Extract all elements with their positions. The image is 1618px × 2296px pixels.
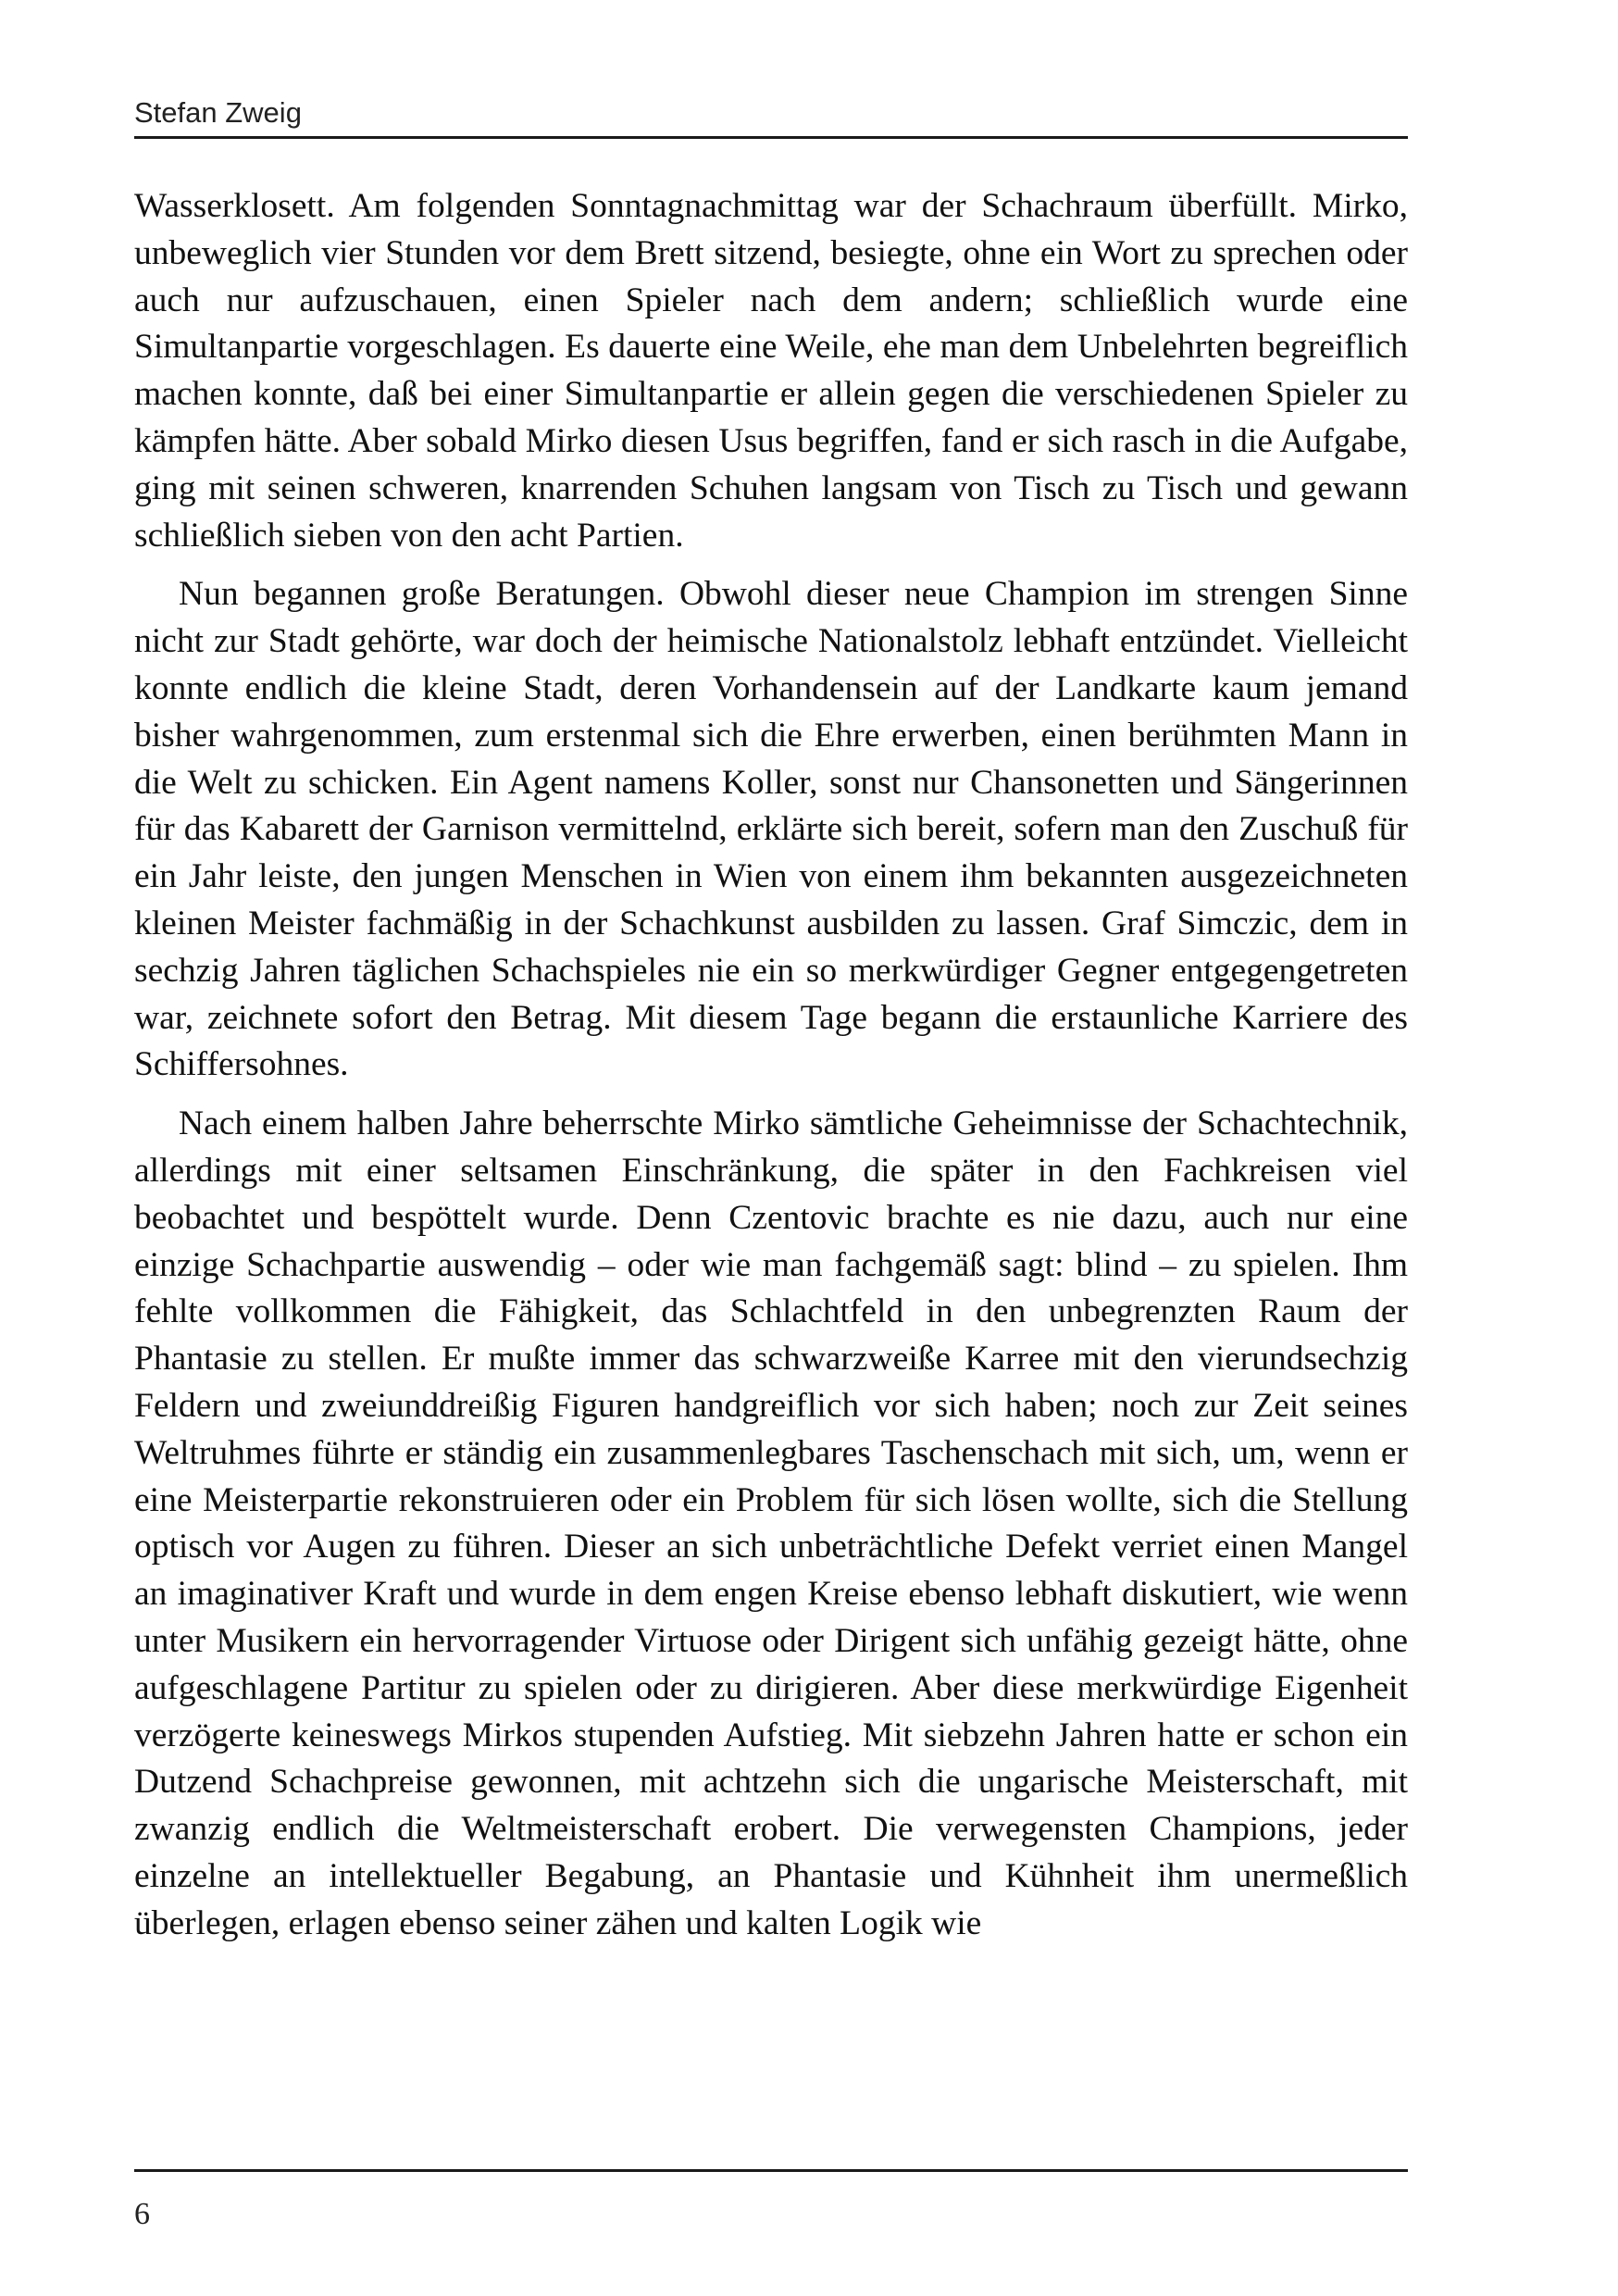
paragraph-2: Nun begannen große Beratungen. Obwohl dieser neue Champion im strengen Sinne nicht zur Stadt gehörte, war doch der heimische Nationalstolz lebhaft entzündet. Vielleicht konnte endlich die kleine Stadt, deren Vorhandensein auf der Landkarte kaum jemand bisher wahrgenommen, zum erstenmal sich die Ehre erwerben, einen berühmten Mann in die Welt zu schicken. Ein Agent namens Koller, sonst nur Chansonetten und Sängerinnen für das Kabarett der Garnison vermittelnd, erklärte sich bereit, sofern man den Zuschuß für ein Jahr leiste, den jungen Menschen in Wien von einem ihm bekannten ausgezeichneten kleinen Meister fachmäßig in der Schachkunst ausbilden zu lassen. Graf Simczic, dem in sechzig Jahren täglichen Schachspieles nie ein so merkwürdiger Gegner entgegengetreten war, zeichnete sofort den Betrag. Mit diesem Tage begann die erstaunliche Karriere des Schiffersohnes. bbox=[134, 575, 1408, 1084]
footer-rule bbox=[134, 2169, 1408, 2172]
page-number: 6 bbox=[134, 2197, 150, 2231]
paragraph-3: Nach einem halben Jahre beherrschte Mirko sämtliche Geheimnisse der Schachtechnik, allerdings mit einer seltsamen Einschränkung, die später in den Fachkreisen viel beobachtet und bespöttelt wurde. Denn Czentovic brachte es nie dazu, auch nur eine einzige Schachpartie auswendig – oder wie man fachgemäß sagt: blind – zu spielen. Ihm fehlte vollkommen die Fähigkeit, das Schlachtfeld in den unbegrenzten Raum der Phantasie zu stellen. Er mußte immer das schwarzweiße Karree mit den vierundsechzig Feldern und zweiunddreißig Figuren handgreiflich vor sich haben; noch zur Zeit seines Weltruhmes führte er ständig ein zusammenlegbares Taschenschach mit sich, um, wenn er eine Meisterpartie rekonstruieren oder ein Problem für sich lösen wollte, sich die Stellung optisch vor Augen zu führen. Dieser an sich unbeträchtliche Defekt verriet einen Mangel an imaginativer Kraft und wurde in dem engen Kreise ebenso lebhaft diskutiert, wie wenn unter Musikern ein hervorragender Virtuose oder Dirigent sich unfähig gezeigt hätte, ohne aufgeschlagene Partitur zu spielen oder zu dirigieren. Aber diese merkwürdige Eigenheit verzögerte keineswegs Mirkos stupenden Aufstieg. Mit siebzehn Jahren hatte er schon ein Dutzend Schachpreise gewonnen, mit achtzehn sich die ungarische Meisterschaft, mit zwanzig endlich die Weltmeisterschaft erobert. Die verwegensten Champions, jeder einzelne an intellektueller Begabung, an Phantasie und Kühnheit ihm unermeßlich überlegen, erlagen ebenso seiner zähen und kalten Logik wie bbox=[134, 1104, 1408, 1942]
header-rule bbox=[134, 136, 1408, 139]
paragraph-1: Wasserklosett. Am folgenden Sonntagnachmittag war der Schachraum überfüllt. Mirko, unbeweglich vier Stunden vor dem Brett sitzend, besiegte, ohne ein Wort zu sprechen oder auch nur aufzuschauen, einen Spieler nach dem andern; schließlich wurde eine Simultanpartie vorgeschlagen. Es dauerte eine Weile, ehe man dem Unbelehrten begreiflich machen konnte, daß bei einer Simultanpartie er allein gegen die verschiedenen Spieler zu kämpfen hätte. Aber sobald Mirko diesen Usus begriffen, fand er sich rasch in die Aufgabe, ging mit seinen schweren, knarrenden Schuhen langsam von Tisch zu Tisch und gewann schließlich sieben von den acht Partien. bbox=[134, 187, 1408, 555]
running-head: Stefan Zweig bbox=[134, 96, 302, 129]
body-text bbox=[134, 183, 1408, 1959]
